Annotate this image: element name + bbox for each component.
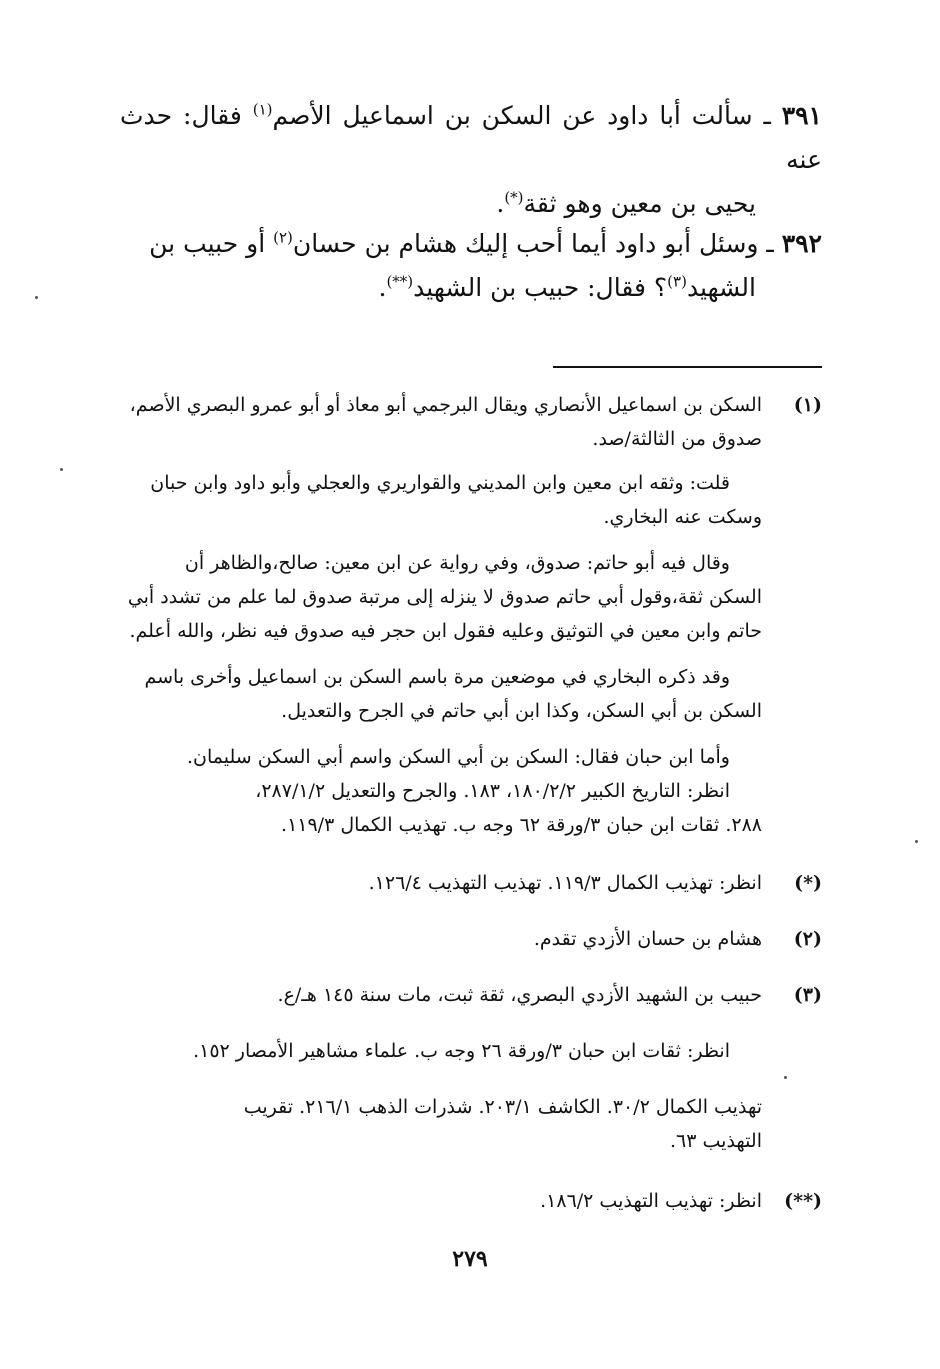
footnote-line: انظر: تهذيب الكمال ١١٩/٣. تهذيب التهذيب ١٢٦/٤. bbox=[368, 872, 762, 894]
footnote-line: وسكت عنه البخاري. bbox=[603, 506, 762, 528]
entry-end: . bbox=[378, 273, 387, 302]
footnote-line: انظر: ثقات ابن حبان ٣/ورقة ٢٦ وجه ب. علماء مشاهير الأمصار ١٥٢. bbox=[193, 1040, 730, 1062]
entry-text: سألت أبا داود عن السكن بن اسماعيل الأصم bbox=[272, 101, 753, 130]
footnote-line: وقال فيه أبو حاتم: صدوق، وفي رواية عن ابن معين: صالح،والظاهر أن bbox=[184, 552, 730, 574]
footnote-ref: (٢) bbox=[273, 228, 293, 247]
scan-speck bbox=[915, 840, 918, 843]
footnote-line: السكن بن اسماعيل الأنصاري ويقال البرجمي أبو معاذ أو أبو عمرو البصري الأصم، bbox=[129, 394, 762, 416]
footnote-mark: (*) bbox=[794, 872, 822, 894]
footnote-mark: (٢) bbox=[793, 928, 822, 950]
entry-text: فقال: حدث عنه bbox=[120, 101, 822, 174]
entry-dash: ـ bbox=[766, 229, 774, 258]
footnote-line: انظر: التاريخ الكبير ١٨٠/٢/٢، ١٨٣. والجرح والتعديل ٢٨٧/١/٢، bbox=[255, 780, 730, 802]
entry-text: ؟ فقال: حبيب بن الشهيد bbox=[413, 273, 668, 302]
footnote-ref: (*) bbox=[504, 188, 524, 207]
footnote-separator bbox=[553, 366, 822, 368]
footnote-paragraph-tahdhib bbox=[126, 1090, 762, 1158]
footnote-line: التهذيب ٦٣. bbox=[670, 1130, 762, 1152]
footnote-line: هشام بن حسان الأزدي تقدم. bbox=[533, 928, 762, 950]
entry-text: أو حبيب بن bbox=[149, 229, 266, 258]
entry-391-line-1 bbox=[120, 94, 822, 182]
entry-391 bbox=[120, 94, 822, 226]
footnote-line: انظر: تهذيب التهذيب ١٨٦/٢. bbox=[540, 1190, 762, 1212]
entry-392-line-2 bbox=[120, 266, 822, 310]
scan-speck bbox=[784, 1076, 787, 1079]
footnote-line: وأما ابن حبان فقال: السكن بن أبي السكن واسم أبي السكن سليمان. bbox=[186, 746, 730, 768]
scan-speck bbox=[60, 468, 63, 471]
entry-392-line-1 bbox=[120, 222, 822, 266]
footnote-3 bbox=[126, 978, 822, 1012]
footnote-ref: (**) bbox=[386, 272, 414, 291]
footnote-line: حبيب بن الشهيد الأزدي البصري، ثقة ثبت، مات سنة ١٤٥ هـ/ع. bbox=[277, 984, 762, 1006]
entry-number: ٣٩١ bbox=[781, 101, 822, 130]
footnote-double-star bbox=[126, 1184, 822, 1218]
entry-391-line-2 bbox=[120, 182, 822, 226]
footnote-mark: (٣) bbox=[793, 984, 822, 1006]
scan-speck bbox=[35, 296, 38, 299]
footnote-paragraph-bukhari bbox=[126, 660, 762, 728]
entry-392 bbox=[120, 222, 822, 310]
footnote-ref: (١) bbox=[252, 100, 273, 119]
entry-number: ٣٩٢ bbox=[781, 229, 822, 258]
footnote-star bbox=[126, 866, 822, 900]
footnote-ref: (٣) bbox=[667, 272, 687, 291]
entry-dash: ـ bbox=[763, 101, 771, 130]
footnote-line: السكن بن أبي السكن، وكذا ابن أبي حاتم في الجرح والتعديل. bbox=[281, 700, 762, 722]
entry-end: . bbox=[496, 189, 505, 218]
footnote-line: حاتم وابن معين في التوثيق وعليه فقول ابن حجر فيه صدوق فيه نظر، والله أعلم. bbox=[129, 620, 762, 642]
footnote-line: تهذيب الكمال ٣٠/٢. الكاشف ٢٠٣/١. شذرات الذهب ٢١٦/١. تقريب bbox=[243, 1096, 762, 1118]
footnote-2 bbox=[126, 922, 822, 956]
entry-text: وسئل أبو داود أيما أحب إليك هشام بن حسان bbox=[292, 229, 759, 258]
footnote-paragraph-qult bbox=[126, 466, 762, 534]
footnote-line: السكن ثقة،وقول أبي حاتم صدوق لا ينزله إلى مرتبة صدوق لما علم من تشدد أبي bbox=[127, 586, 762, 608]
footnote-paragraph-ibn-hibban bbox=[126, 740, 762, 842]
page-number: ٢٧٩ bbox=[452, 1246, 488, 1272]
footnote-mark: (١) bbox=[793, 394, 822, 416]
footnote-line: وقد ذكره البخاري في موضعين مرة باسم السكن بن اسماعيل وأخرى باسم bbox=[144, 666, 730, 688]
entry-text: الشهيد bbox=[686, 273, 756, 302]
entry-text: يحيى بن معين وهو ثقة bbox=[523, 189, 756, 218]
footnote-line: قلت: وثقه ابن معين وابن المديني والقواريري والعجلي وأبو داود وابن حبان bbox=[150, 472, 730, 494]
footnote-mark: (**) bbox=[784, 1190, 822, 1212]
footnote-paragraph-abu-hatim bbox=[126, 546, 762, 648]
footnote-line: ٢٨٨. ثقات ابن حبان ٣/ورقة ٦٢ وجه ب. تهذيب الكمال ١١٩/٣. bbox=[281, 814, 762, 836]
footnote-paragraph-thiqat bbox=[126, 1034, 762, 1068]
footnote-1 bbox=[126, 388, 822, 456]
footnote-line: صدوق من الثالثة/صد. bbox=[592, 428, 762, 450]
